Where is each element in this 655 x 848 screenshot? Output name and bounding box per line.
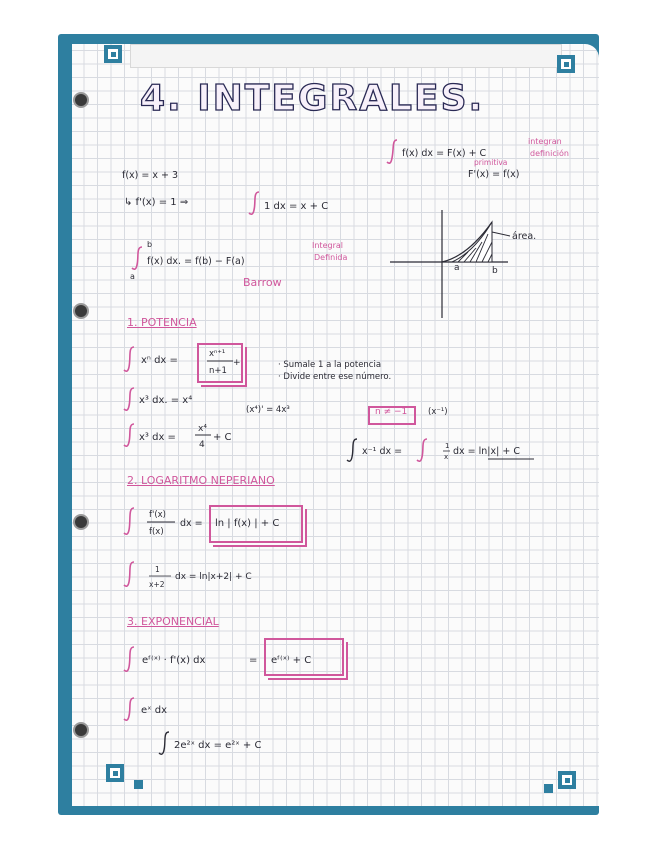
svg-text:n+1: n+1 [209, 366, 227, 376]
svg-text:eˣ dx: eˣ dx [141, 705, 168, 716]
section-logaritmo-heading: 2. LOGARITMO NEPERIANO [127, 474, 275, 487]
page-header-strip [130, 44, 562, 68]
power-example-1 [125, 386, 265, 416]
binder-hole [75, 724, 87, 736]
svg-text:dx = ln|x| + C: dx = ln|x| + C [453, 446, 520, 457]
area-graph [390, 208, 560, 323]
svg-text:f(x) dx = F(x) + C: f(x) dx = F(x) + C [402, 148, 487, 159]
section-exponencial-heading: 3. EXPONENCIAL [127, 615, 219, 628]
corner-mark-icon [106, 764, 124, 782]
barrow-note-1: Integral [312, 241, 343, 250]
corner-mark-icon [557, 55, 575, 73]
example-derivative: ↳ f'(x) = 1 ⇒ [124, 197, 189, 208]
power-rule-formula [125, 343, 265, 383]
graph-a-label: a [454, 263, 460, 273]
page-marker-icon [544, 784, 553, 793]
log-rule-box [209, 505, 303, 543]
barrow-name: Barrow [243, 276, 282, 289]
svg-text:1: 1 [445, 442, 450, 450]
svg-text:ln | f(x) | + C: ln | f(x) | + C [215, 518, 280, 529]
power-note-1: · Sumale 1 a la potencia [278, 360, 382, 370]
log-example [125, 558, 315, 596]
primitive-label: primitiva [474, 158, 508, 167]
power-special-case [348, 437, 548, 469]
binder-hole [75, 305, 87, 317]
svg-text:dx =: dx = [180, 518, 203, 529]
example-integral [250, 190, 370, 220]
page-title: 4. INTEGRALES. [140, 78, 485, 119]
power-example-2 [125, 420, 265, 456]
power-rule-box [197, 343, 243, 383]
binder-hole [75, 94, 87, 106]
svg-text:eᶠ⁽ˣ⁾ + C: eᶠ⁽ˣ⁾ + C [271, 655, 312, 666]
power-condition-aside: (x⁻¹) [428, 407, 448, 417]
svg-text:+ C: + C [213, 432, 232, 443]
svg-text:x+2: x+2 [149, 580, 165, 589]
svg-text:xⁿ dx =: xⁿ dx = [141, 355, 178, 366]
svg-text:2e²ˣ dx = e²ˣ + C: 2e²ˣ dx = e²ˣ + C [174, 740, 262, 751]
svg-text:=: = [249, 655, 258, 666]
area-label: área. [512, 231, 537, 242]
definition-derivative: F'(x) = f(x) [468, 169, 520, 180]
svg-text:f(x) dx. = f(b) − F(a): f(x) dx. = f(b) − F(a) [147, 256, 245, 267]
example-function: f(x) = x + 3 [122, 170, 179, 181]
svg-text:eᶠ⁽ˣ⁾ · f'(x) dx: eᶠ⁽ˣ⁾ · f'(x) dx [142, 655, 206, 666]
page-marker-icon [134, 780, 143, 789]
lower-limit: a [130, 272, 135, 281]
svg-text:1 dx = x + C: 1 dx = x + C [264, 201, 329, 212]
section-potencia-heading: 1. POTENCIA [127, 316, 197, 329]
graph-b-label: b [492, 266, 498, 276]
corner-mark-icon [558, 771, 576, 789]
svg-text:f(x): f(x) [149, 527, 164, 537]
svg-text:dx = ln|x+2| + C: dx = ln|x+2| + C [175, 572, 252, 582]
power-check: (x⁴)' = 4x³ [246, 405, 290, 415]
definition-note-1: integran [528, 137, 562, 146]
barrow-formula [133, 245, 313, 275]
power-note-2: · Divide entre ese número. [278, 372, 392, 382]
svg-text:1: 1 [155, 565, 160, 574]
exp-rule-box [264, 638, 344, 676]
svg-text:xⁿ⁺¹: xⁿ⁺¹ [209, 349, 226, 359]
svg-text:+C: +C [233, 358, 247, 368]
svg-text:4: 4 [199, 440, 205, 450]
corner-mark-icon [104, 45, 122, 63]
binder-hole [75, 516, 87, 528]
svg-text:x⁻¹ dx =: x⁻¹ dx = [362, 446, 403, 457]
svg-text:x³ dx. = x⁴: x³ dx. = x⁴ [139, 395, 193, 406]
barrow-note-2: Definida [314, 253, 348, 262]
svg-text:x: x [444, 453, 449, 461]
svg-text:f'(x): f'(x) [149, 510, 166, 520]
svg-text:x³ dx =: x³ dx = [139, 432, 176, 443]
svg-text:x⁴: x⁴ [198, 424, 207, 434]
exp-example-2 [160, 730, 310, 760]
power-condition: n ≠ −1 [375, 407, 408, 417]
exp-example-1 [125, 696, 205, 726]
upper-limit: b [147, 240, 153, 249]
definition-note-2: definición [530, 149, 569, 158]
